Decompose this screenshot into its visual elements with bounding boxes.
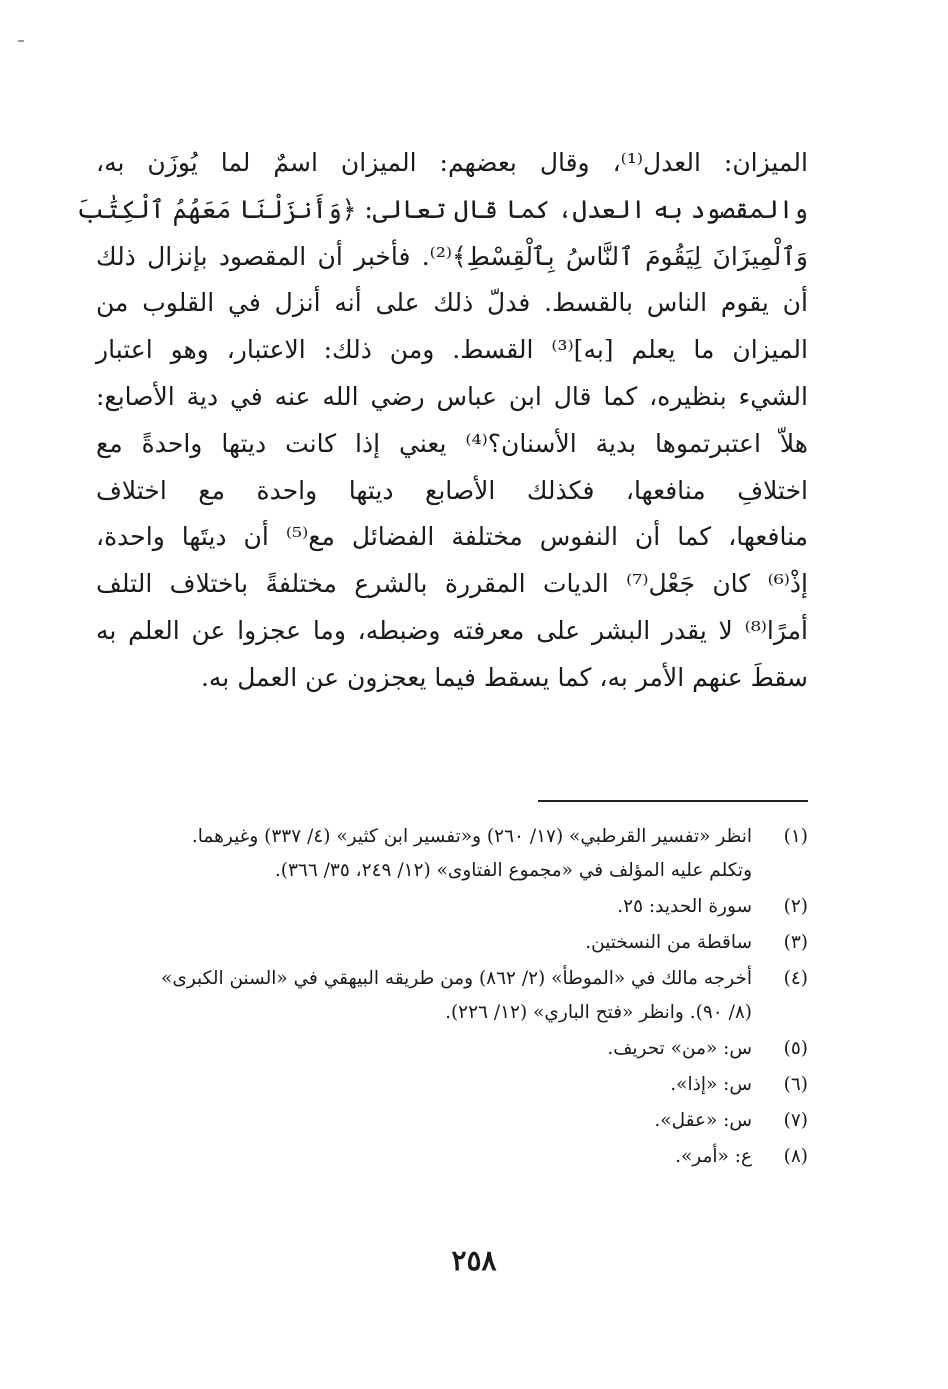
footnotes (86, 820, 808, 1176)
scan-mark (18, 40, 24, 42)
body-line: الشيء بنظيره، كما قال ابن عباس رضي الله عنه في دية الأصابع: (96, 381, 808, 411)
main-body-text (76, 140, 808, 702)
body-line: سقطَ عنهم الأمر به، كما يسقط فيما يعجزون عن العمل به. (200, 662, 808, 692)
footnote-number: (٦) (783, 1074, 808, 1095)
footnote-text (86, 1068, 752, 1102)
footnote-line: انظر «تفسير القرطبي» (١٧/ ٢٦٠) و«تفسير ابن كثير» (٤/ ٣٣٧) وغيرهما. (191, 826, 752, 847)
body-line: أمرًا⁽⁸⁾ لا يقدر البشر على معرفته وضبطه، وما عجزوا عن العلم به (96, 615, 808, 645)
footnote-line: أخرجه مالك في «الموطأ» (٢/ ٨٦٢) ومن طريقه البيهقي في «السنن الكبرى» (161, 968, 752, 989)
body-line: الميزان: العدل⁽¹⁾، وقال بعضهم: الميزان اسمٌ لما يُوزَن به، (96, 148, 808, 177)
footnote (86, 1068, 808, 1102)
page-number: ٢٥٨ (451, 1244, 497, 1277)
body-line: أن يقوم الناس بالقسط. فدلّ ذلك على أنه أنزل في القلوب من (96, 288, 808, 318)
footnote (86, 1104, 808, 1138)
footnote-text (86, 1104, 752, 1138)
footnote-text (86, 926, 752, 960)
body-line: إذْ⁽⁶⁾ كان جَعْل⁽⁷⁾ الديات المقررة بالشرع مختلفةً باختلاف التلف (96, 569, 808, 599)
footnote-line: (٨/ ٩٠). وانظر «فتح الباري» (١٢/ ٢٢٦). (445, 1002, 752, 1023)
body-line: اختلافِ منافعها، فكذلك الأصابع ديتها واحدة مع اختلاف (96, 475, 808, 505)
body-line: هلاّ اعتبرتموها بدية الأسنان؟⁽⁴⁾ يعني إذا كانت ديتها واحدةً مع (96, 428, 808, 458)
body-line: والمقصود به العدل، كما قال تعالى: ﴿وَأَنزَلْنَا مَعَهُمُ ٱلْكِتَٰبَ (76, 194, 808, 224)
footnote (86, 1140, 808, 1174)
footnote-number: (٨) (783, 1146, 808, 1167)
footnote (86, 926, 808, 960)
footnote-number: (٧) (783, 1110, 808, 1131)
footnote-text (86, 1140, 752, 1174)
footnote-line: س: «من» تحريف. (607, 1038, 752, 1059)
footnote-text (86, 1032, 752, 1066)
body-line: منافعها، كما أن النفوس مختلفة الفضائل مع⁽⁵⁾ أن ديتَها واحدة، (96, 522, 808, 552)
footnote-text (86, 890, 752, 924)
footnote (86, 820, 808, 888)
footnote-line: ساقطة من النسختين. (585, 932, 752, 953)
footnote-number: (١) (783, 826, 808, 847)
footnote (86, 1032, 808, 1066)
footnote-text (86, 962, 752, 1030)
footnote-line: وتكلم عليه المؤلف في «مجموع الفتاوى» (١٢/ ٢٤٩، ٣٥/ ٣٦٦). (274, 860, 752, 881)
footnote-text (86, 820, 752, 888)
body-line: الميزان ما يعلم [به]⁽³⁾ القسط. ومن ذلك: الاعتبار، وهو اعتبار (96, 335, 808, 365)
footnote-line: ع: «أمر». (675, 1146, 752, 1167)
footnote-number: (٥) (783, 1038, 808, 1059)
footnote-separator (538, 800, 808, 802)
body-line: وَٱلْمِيزَانَ لِيَقُومَ ٱلنَّاسُ بِٱلْقِسْطِ﴾⁽²⁾. فأخبر أن المقصود بإنزال ذلك (96, 241, 808, 271)
footnote (86, 962, 808, 1030)
footnote (86, 890, 808, 924)
footnote-line: سورة الحديد: ٢٥. (617, 896, 752, 917)
footnote-number: (٢) (783, 896, 808, 917)
footnote-number: (٣) (783, 932, 808, 953)
footnote-line: س: «إذا». (670, 1074, 752, 1095)
footnote-line: س: «عقل». (654, 1110, 752, 1131)
footnote-number: (٤) (783, 968, 808, 989)
